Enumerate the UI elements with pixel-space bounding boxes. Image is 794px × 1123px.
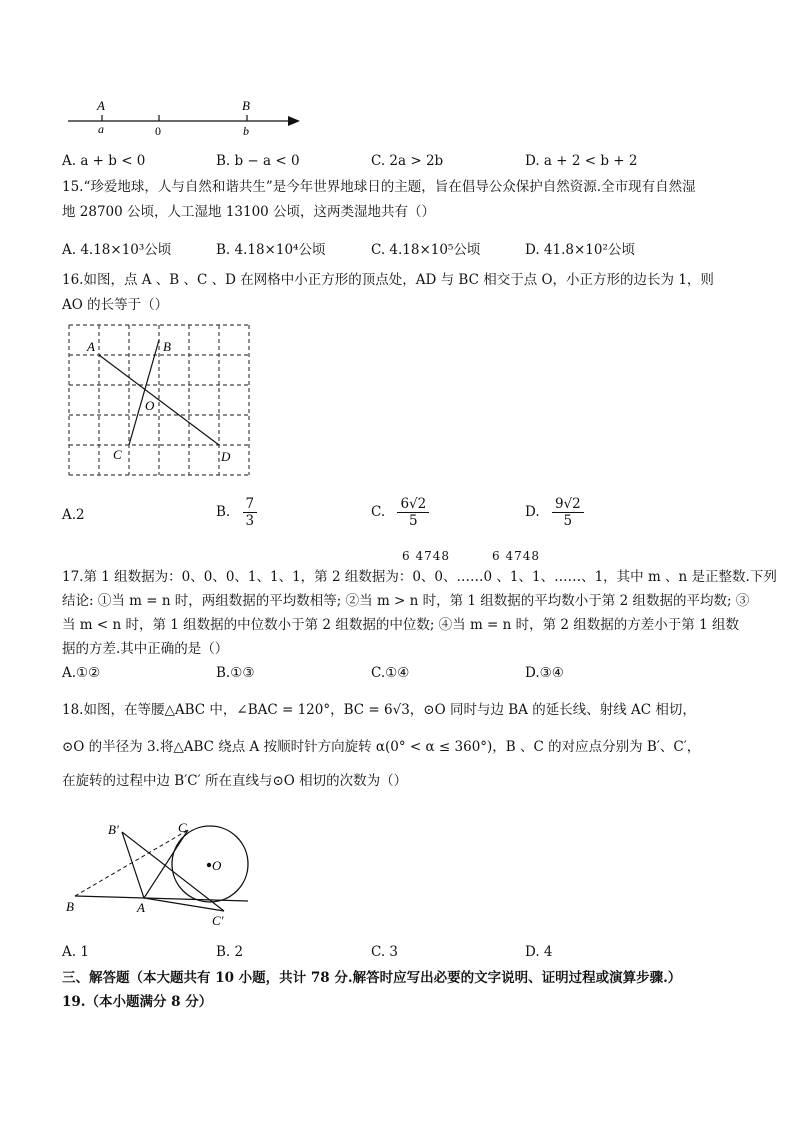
q14-option-b: B. b − a < 0: [216, 153, 300, 169]
label-a: a: [98, 122, 104, 136]
q18-option-a: A. 1: [62, 944, 89, 960]
q16-option-b-label: B.: [216, 504, 231, 520]
q17-line-2: 结论: ①当 m = n 时，两组数据的平均数相等; ②当 m > n 时，第 1 组数据的平均数小于第 2 组数据的平均数; ③: [62, 593, 750, 609]
point-A-label: A: [87, 339, 95, 354]
q16-option-b-fraction: [243, 496, 258, 529]
q17-overbrace-m: 6 4748: [402, 549, 450, 563]
q15-option-a: A. 4.18×10³公顷: [62, 242, 172, 258]
rotation-figure: [60, 812, 260, 932]
q14-option-d: D. a + 2 < b + 2: [525, 153, 638, 169]
number-line-arrow: [288, 116, 300, 126]
label-B-prime: B′: [108, 822, 119, 837]
q15-option-b: B. 4.18×10⁴公顷: [216, 242, 326, 258]
q17-option-a: A.①②: [62, 665, 101, 681]
q17-option-c: C.①④: [371, 665, 410, 681]
q16-option-b: [216, 496, 257, 529]
fraction-denominator: 5: [563, 513, 573, 529]
q16-option-c-fraction: [397, 496, 429, 529]
q18-option-c: C. 3: [371, 944, 399, 960]
point-D-label: D: [221, 449, 231, 464]
segment-AB-prime: [122, 832, 144, 898]
q17-option-d: D.③④: [525, 665, 564, 681]
q18-line-2: ⊙O 的半径为 3.将△ABC 绕点 A 按顺时针方向旋转 α(0° < α ≤ 360°)，B 、C 的对应点分别为 B′、C′，: [62, 739, 701, 755]
point-O-label: O: [145, 398, 155, 413]
fraction-numerator: 6√2: [397, 496, 429, 513]
center-O-dot: [207, 863, 211, 867]
q17-line-4: 据的方差.其中正确的是（）: [62, 641, 229, 657]
q14-option-c: C. 2a > 2b: [371, 153, 444, 169]
point-C-label: C: [113, 447, 122, 462]
label-C-prime: C′: [212, 913, 224, 928]
q15-option-d: D. 41.8×10²公顷: [525, 242, 635, 258]
label-A: A: [97, 98, 105, 113]
label-O: O: [212, 858, 222, 873]
q17-overbrace-n: 6 4748: [492, 549, 540, 563]
q18-line-3: 在旋转的过程中边 B′C′ 所在直线与⊙O 相切的次数为（）: [62, 773, 408, 789]
q18-option-d: D. 4: [525, 944, 553, 960]
q16-line-1: 16.如图，点 A 、B 、C 、D 在网格中小正方形的顶点处，AD 与 BC 相交于点 O，小正方形的边长为 1，则: [62, 272, 714, 288]
q17-line-3: 当 m < n 时，第 1 组数据的中位数小于第 2 组数据的中位数; ④当 m = n 时，第 2 组数据的方差小于第 1 组数: [62, 617, 739, 633]
label-C: C: [178, 820, 187, 835]
q16-option-d-label: D.: [525, 504, 540, 520]
q16-option-c-label: C.: [371, 504, 386, 520]
q15-line-1: 15.“珍爱地球，人与自然和谐共生”是今年世界地球日的主题，旨在倡导公众保护自然资源.全市现有自然湿: [62, 179, 696, 195]
q16-line-2: AO 的长等于（）: [62, 297, 169, 313]
q16-option-a: A.2: [62, 507, 85, 523]
number-line-figure: [60, 92, 310, 138]
q18-line-1: 18.如图，在等腰△ABC 中，∠BAC = 120°，BC = 6√3，⊙O 同时与边 BA 的延长线、射线 AC 相切，: [62, 702, 696, 718]
segment-BC: [129, 340, 159, 445]
fraction-numerator: 7: [243, 496, 258, 513]
q15-line-2: 地 28700 公顷，人工湿地 13100 公顷，这两类湿地共有（）: [62, 204, 436, 220]
label-B: B: [66, 899, 74, 914]
q16-option-d-fraction: [552, 496, 584, 529]
fraction-denominator: 3: [245, 513, 255, 529]
q17-option-b: B.①③: [216, 665, 255, 681]
label-zero: 0: [155, 124, 161, 138]
q16-option-d: [525, 496, 584, 529]
q18-option-b: B. 2: [216, 944, 244, 960]
q15-option-c: C. 4.18×10⁵公顷: [371, 242, 481, 258]
q17-line-1: 17.第 1 组数据为：0、0、0、1、1、1，第 2 组数据为：0、0、……0 、1、1、……、1，其中 m 、n 是正整数.下列: [62, 569, 777, 585]
fraction-denominator: 5: [409, 513, 418, 529]
q16-option-c: [371, 496, 429, 529]
label-B: B: [242, 98, 250, 113]
section-3-heading: 三、解答题（本大题共有 10 小题，共计 78 分.解答时应写出必要的文字说明、证明过程或演算步骤.）: [62, 970, 682, 986]
q19-heading: 19.（本小题满分 8 分）: [62, 994, 213, 1010]
point-B-label: B: [163, 339, 171, 354]
grid-figure: [62, 318, 262, 483]
label-b: b: [243, 124, 249, 138]
segment-AC: [144, 830, 188, 898]
fraction-numerator: 9√2: [552, 496, 584, 513]
label-A: A: [137, 900, 145, 915]
q14-option-a: A. a + b < 0: [62, 153, 146, 169]
